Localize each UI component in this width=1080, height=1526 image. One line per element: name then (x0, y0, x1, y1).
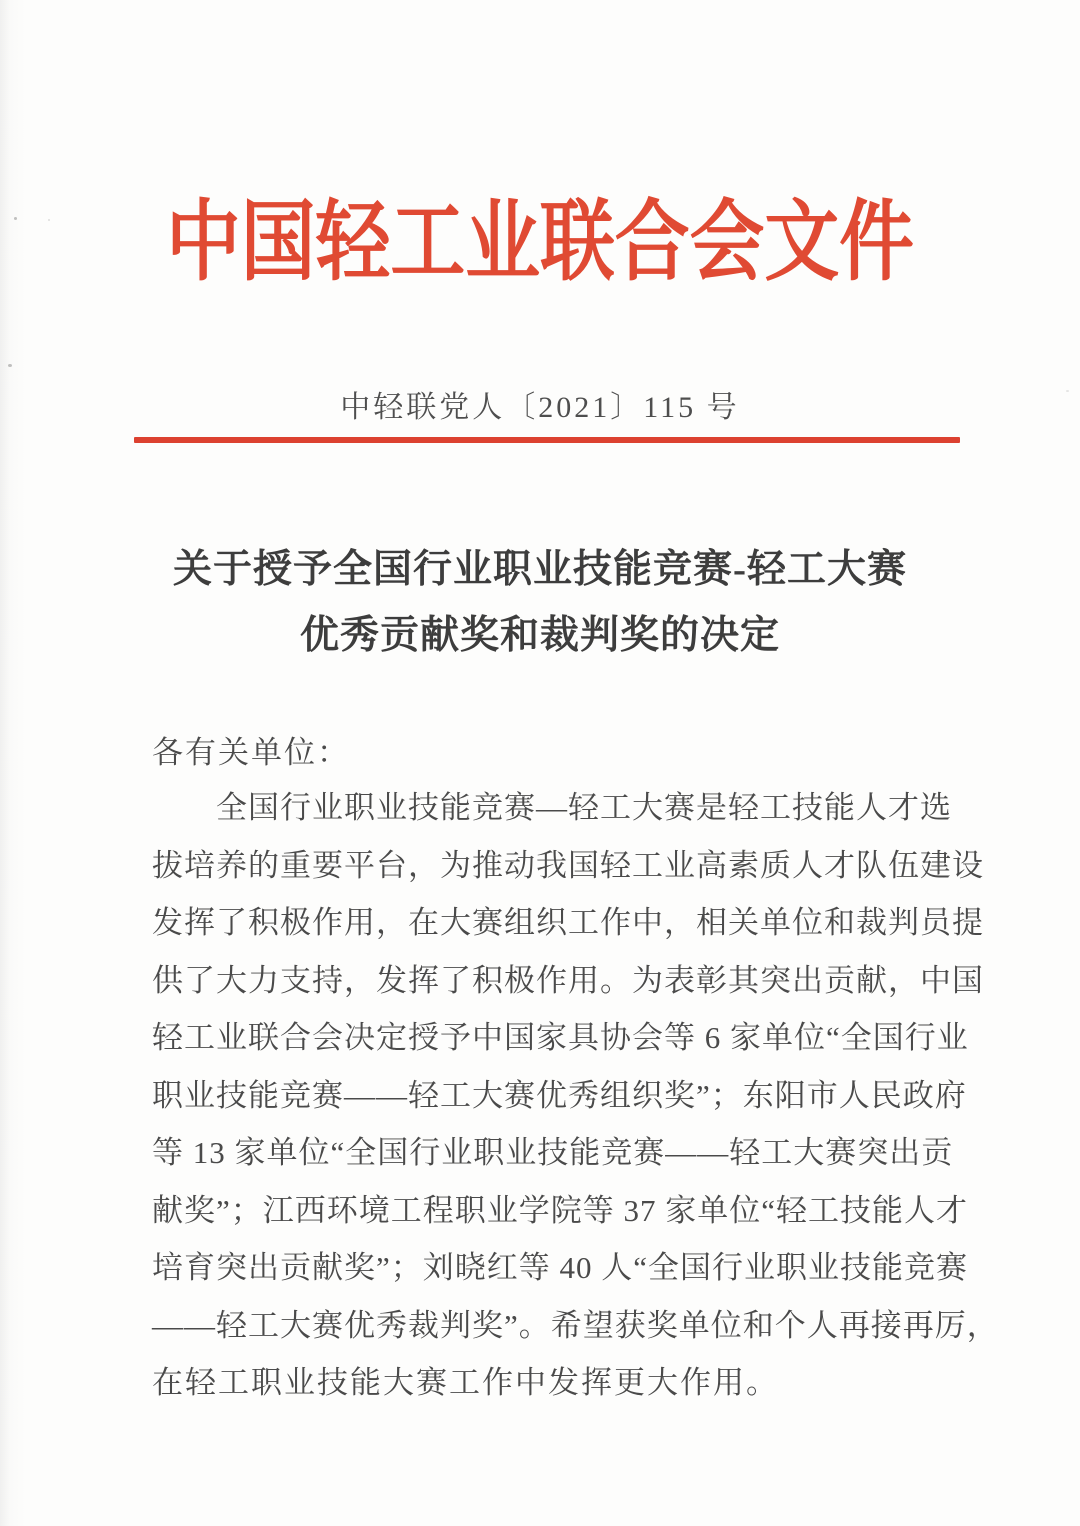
paragraph-line: 职业技能竞赛——轻工大赛优秀组织奖”；东阳市人民政府 (152, 1077, 967, 1113)
paragraph-line: 轻工业联合会决定授予中国家具协会等 6 家单位“全国行业 (152, 1020, 969, 1055)
document-title (0, 537, 1080, 669)
paragraph-line: 在轻工职业技能大赛工作中发挥更大作用。 (152, 1365, 779, 1400)
body-paragraph (152, 779, 999, 1412)
paragraph-line: 培育突出贡献奖”；刘晓红等 40 人“全国行业职业技能竞赛 (152, 1250, 969, 1285)
salutation: 各有关单位： (152, 735, 350, 770)
scan-speck (1066, 390, 1069, 392)
paragraph-line: 供了大力支持，发挥了积极作用。为表彰其突出贡献，中国 (152, 962, 984, 998)
issuer-header-title: 中国轻工业联合会文件 (165, 195, 915, 292)
paragraph-line: 全国行业职业技能竞赛—轻工大赛是轻工技能人才选 (152, 790, 952, 825)
document-title-line-1: 关于授予全国行业职业技能竞赛-轻工大赛 (173, 548, 907, 591)
paragraph-line: 发挥了积极作用，在大赛组织工作中，相关单位和裁判员提 (152, 905, 984, 940)
red-divider-line (134, 437, 960, 443)
scan-speck (48, 219, 50, 221)
paragraph-line: 献奖”；江西环境工程职业学院等 37 家单位“轻工技能人才 (152, 1192, 969, 1228)
paragraph-line: ——轻工大赛优秀裁判奖”。希望获奖单位和个人再接再厉， (152, 1307, 999, 1343)
paragraph-line: 等 13 家单位“全国行业职业技能竞赛——轻工大赛突出贡 (152, 1135, 954, 1170)
document-number: 中轻联党人〔2021〕115 号 (340, 391, 740, 424)
paragraph-line: 拔培养的重要平台，为推动我国轻工业高素质人才队伍建设 (152, 847, 984, 883)
scan-speck (14, 217, 17, 220)
scan-speck (8, 364, 12, 367)
document-title-line-2: 优秀贡献奖和裁判奖的决定 (299, 614, 780, 657)
